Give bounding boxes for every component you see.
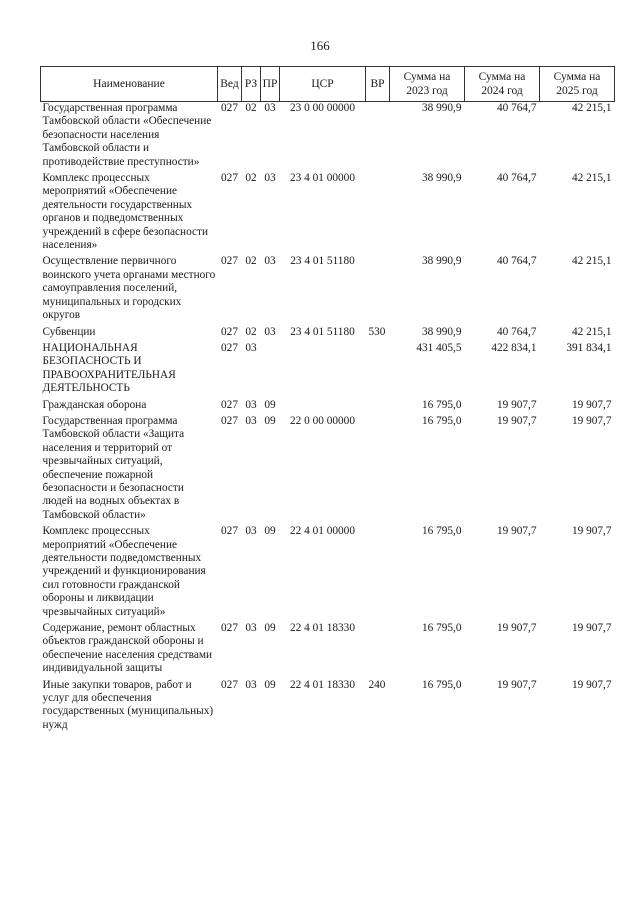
cell-sum-2025: 42 215,1 [571,172,612,185]
cell-rz: 02 [245,325,257,338]
cell-name: Осуществление первичного воинского учета органами местного самоуправления поселений, муниципальных и городских округов [42,255,216,322]
table-row [41,326,615,342]
cell-vr [366,399,390,415]
cell-rz: 03 [245,525,257,538]
cell-csr: 23 4 01 51180 [290,325,355,338]
cell-sum-2024: 40 764,7 [496,255,537,268]
cell-ved: 027 [221,398,238,411]
cell-vr [366,255,390,325]
cell-vr: 530 [368,325,386,338]
cell-sum-2023: 16 795,0 [421,398,462,411]
cell-sum-2024: 19 907,7 [496,525,537,538]
cell-pr: 03 [264,172,276,185]
cell-sum-2025: 391 834,1 [566,341,612,354]
cell-csr: 22 4 01 18330 [290,622,355,635]
cell-ved: 027 [221,325,238,338]
cell-csr [280,342,366,399]
table-row [41,679,615,736]
table-row [41,172,615,255]
cell-rz: 03 [245,678,257,691]
cell-sum-2023: 16 795,0 [421,414,462,427]
cell-sum-2025: 19 907,7 [571,398,612,411]
cell-ved: 027 [221,341,238,354]
cell-csr: 22 4 01 00000 [290,525,355,538]
cell-csr: 22 0 00 00000 [290,414,355,427]
cell-ved: 027 [221,678,238,691]
table-row [41,525,615,622]
cell-sum-2024: 19 907,7 [496,622,537,635]
cell-sum-2025: 19 907,7 [571,678,612,691]
cell-sum-2025: 19 907,7 [571,622,612,635]
header-pr: ПР [261,67,280,102]
cell-sum-2023: 38 990,9 [421,325,462,338]
cell-name: Субвенции [42,325,96,338]
cell-sum-2024: 40 764,7 [496,325,537,338]
table-header-row [41,67,615,102]
cell-rz: 02 [245,102,257,114]
cell-csr [280,399,366,415]
table-body [41,102,615,736]
cell-rz: 03 [245,398,257,411]
cell-pr: 09 [264,678,276,691]
header-sum-2024: Сумма на 2024 год [465,67,540,102]
cell-rz: 02 [245,172,257,185]
cell-name: Государственная программа Тамбовской области «Обеспечение безопасности населения Тамбовской области и противодействие преступности» [42,102,212,168]
budget-table [40,66,615,735]
cell-pr: 09 [264,525,276,538]
cell-vr [366,415,390,525]
cell-pr: 09 [264,414,276,427]
cell-ved: 027 [221,102,238,114]
cell-name: Иные закупки товаров, работ и услуг для обеспечения государственных (муниципальных) нужд [42,678,214,731]
cell-sum-2024: 19 907,7 [496,678,537,691]
cell-sum-2024: 422 834,1 [491,341,537,354]
cell-vr [366,102,390,173]
cell-sum-2023: 16 795,0 [421,622,462,635]
cell-vr: 240 [368,678,386,691]
cell-name: Комплекс процессных мероприятий «Обеспечение деятельности подведомственных учреждений и функционирования сил готовности гражданской обороны и ликвидации чрезвычайных ситуаций» [42,525,206,618]
cell-name: Государственная программа Тамбовской области «Защита населения и территорий от чрезвычайных ситуаций, обеспечение пожарной безопасности и безопасности людей на водных объектах в Тамбовской области» [42,414,185,521]
cell-ved: 027 [221,255,238,268]
cell-ved: 027 [221,414,238,427]
cell-rz: 02 [245,255,257,268]
table-row [41,255,615,325]
header-ved: Вед [218,67,242,102]
cell-csr: 23 4 01 00000 [290,172,355,185]
header-sum-2023: Сумма на 2023 год [390,67,465,102]
cell-pr: 09 [264,398,276,411]
table-row [41,622,615,679]
header-sum-2025: Сумма на 2025 год [540,67,615,102]
cell-vr [366,525,390,622]
cell-sum-2023: 16 795,0 [421,678,462,691]
cell-sum-2025: 42 215,1 [571,325,612,338]
cell-sum-2024: 40 764,7 [496,102,537,114]
cell-sum-2024: 19 907,7 [496,398,537,411]
cell-sum-2024: 40 764,7 [496,172,537,185]
table-row [41,102,615,173]
cell-pr: 03 [264,325,276,338]
page-number: 166 [310,38,330,53]
cell-vr [366,342,390,399]
cell-vr [366,622,390,679]
cell-name: Содержание, ремонт областных объектов гражданской обороны и обеспечение населения средствами индивидуальной защиты [42,622,213,675]
cell-sum-2025: 42 215,1 [571,255,612,268]
table-row [41,399,615,415]
cell-sum-2024: 19 907,7 [496,414,537,427]
cell-sum-2025: 19 907,7 [571,414,612,427]
cell-rz: 03 [245,622,257,635]
cell-name: Гражданская оборона [42,398,147,411]
cell-pr: 03 [264,255,276,268]
cell-sum-2023: 16 795,0 [421,525,462,538]
cell-csr: 23 0 00 00000 [290,102,355,114]
cell-ved: 027 [221,622,238,635]
cell-name: НАЦИОНАЛЬНАЯ БЕЗОПАСНОСТЬ И ПРАВООХРАНИТЕЛЬНАЯ ДЕЯТЕЛЬНОСТЬ [42,341,176,395]
cell-pr [261,342,280,399]
cell-ved: 027 [221,172,238,185]
cell-rz: 03 [245,414,257,427]
table-row [41,415,615,525]
cell-sum-2023: 38 990,9 [421,255,462,268]
cell-csr: 22 4 01 18330 [290,678,355,691]
cell-ved: 027 [221,525,238,538]
cell-pr: 09 [264,622,276,635]
cell-name: Комплекс процессных мероприятий «Обеспечение деятельности государственных органов и подведомственных учреждений в сфере безопасности населения» [42,172,208,252]
cell-sum-2023: 431 405,5 [416,341,462,354]
cell-sum-2025: 42 215,1 [571,102,612,114]
cell-csr: 23 4 01 51180 [290,255,355,268]
cell-pr: 03 [264,102,276,114]
table-row [41,342,615,399]
cell-rz: 03 [245,341,257,354]
header-name: Наименование [41,67,218,102]
cell-sum-2023: 38 990,9 [421,102,462,114]
cell-sum-2025: 19 907,7 [571,525,612,538]
header-csr: ЦСР [280,67,366,102]
cell-vr [366,172,390,255]
header-vr: ВР [366,67,390,102]
header-rz: РЗ [242,67,261,102]
cell-sum-2023: 38 990,9 [421,172,462,185]
